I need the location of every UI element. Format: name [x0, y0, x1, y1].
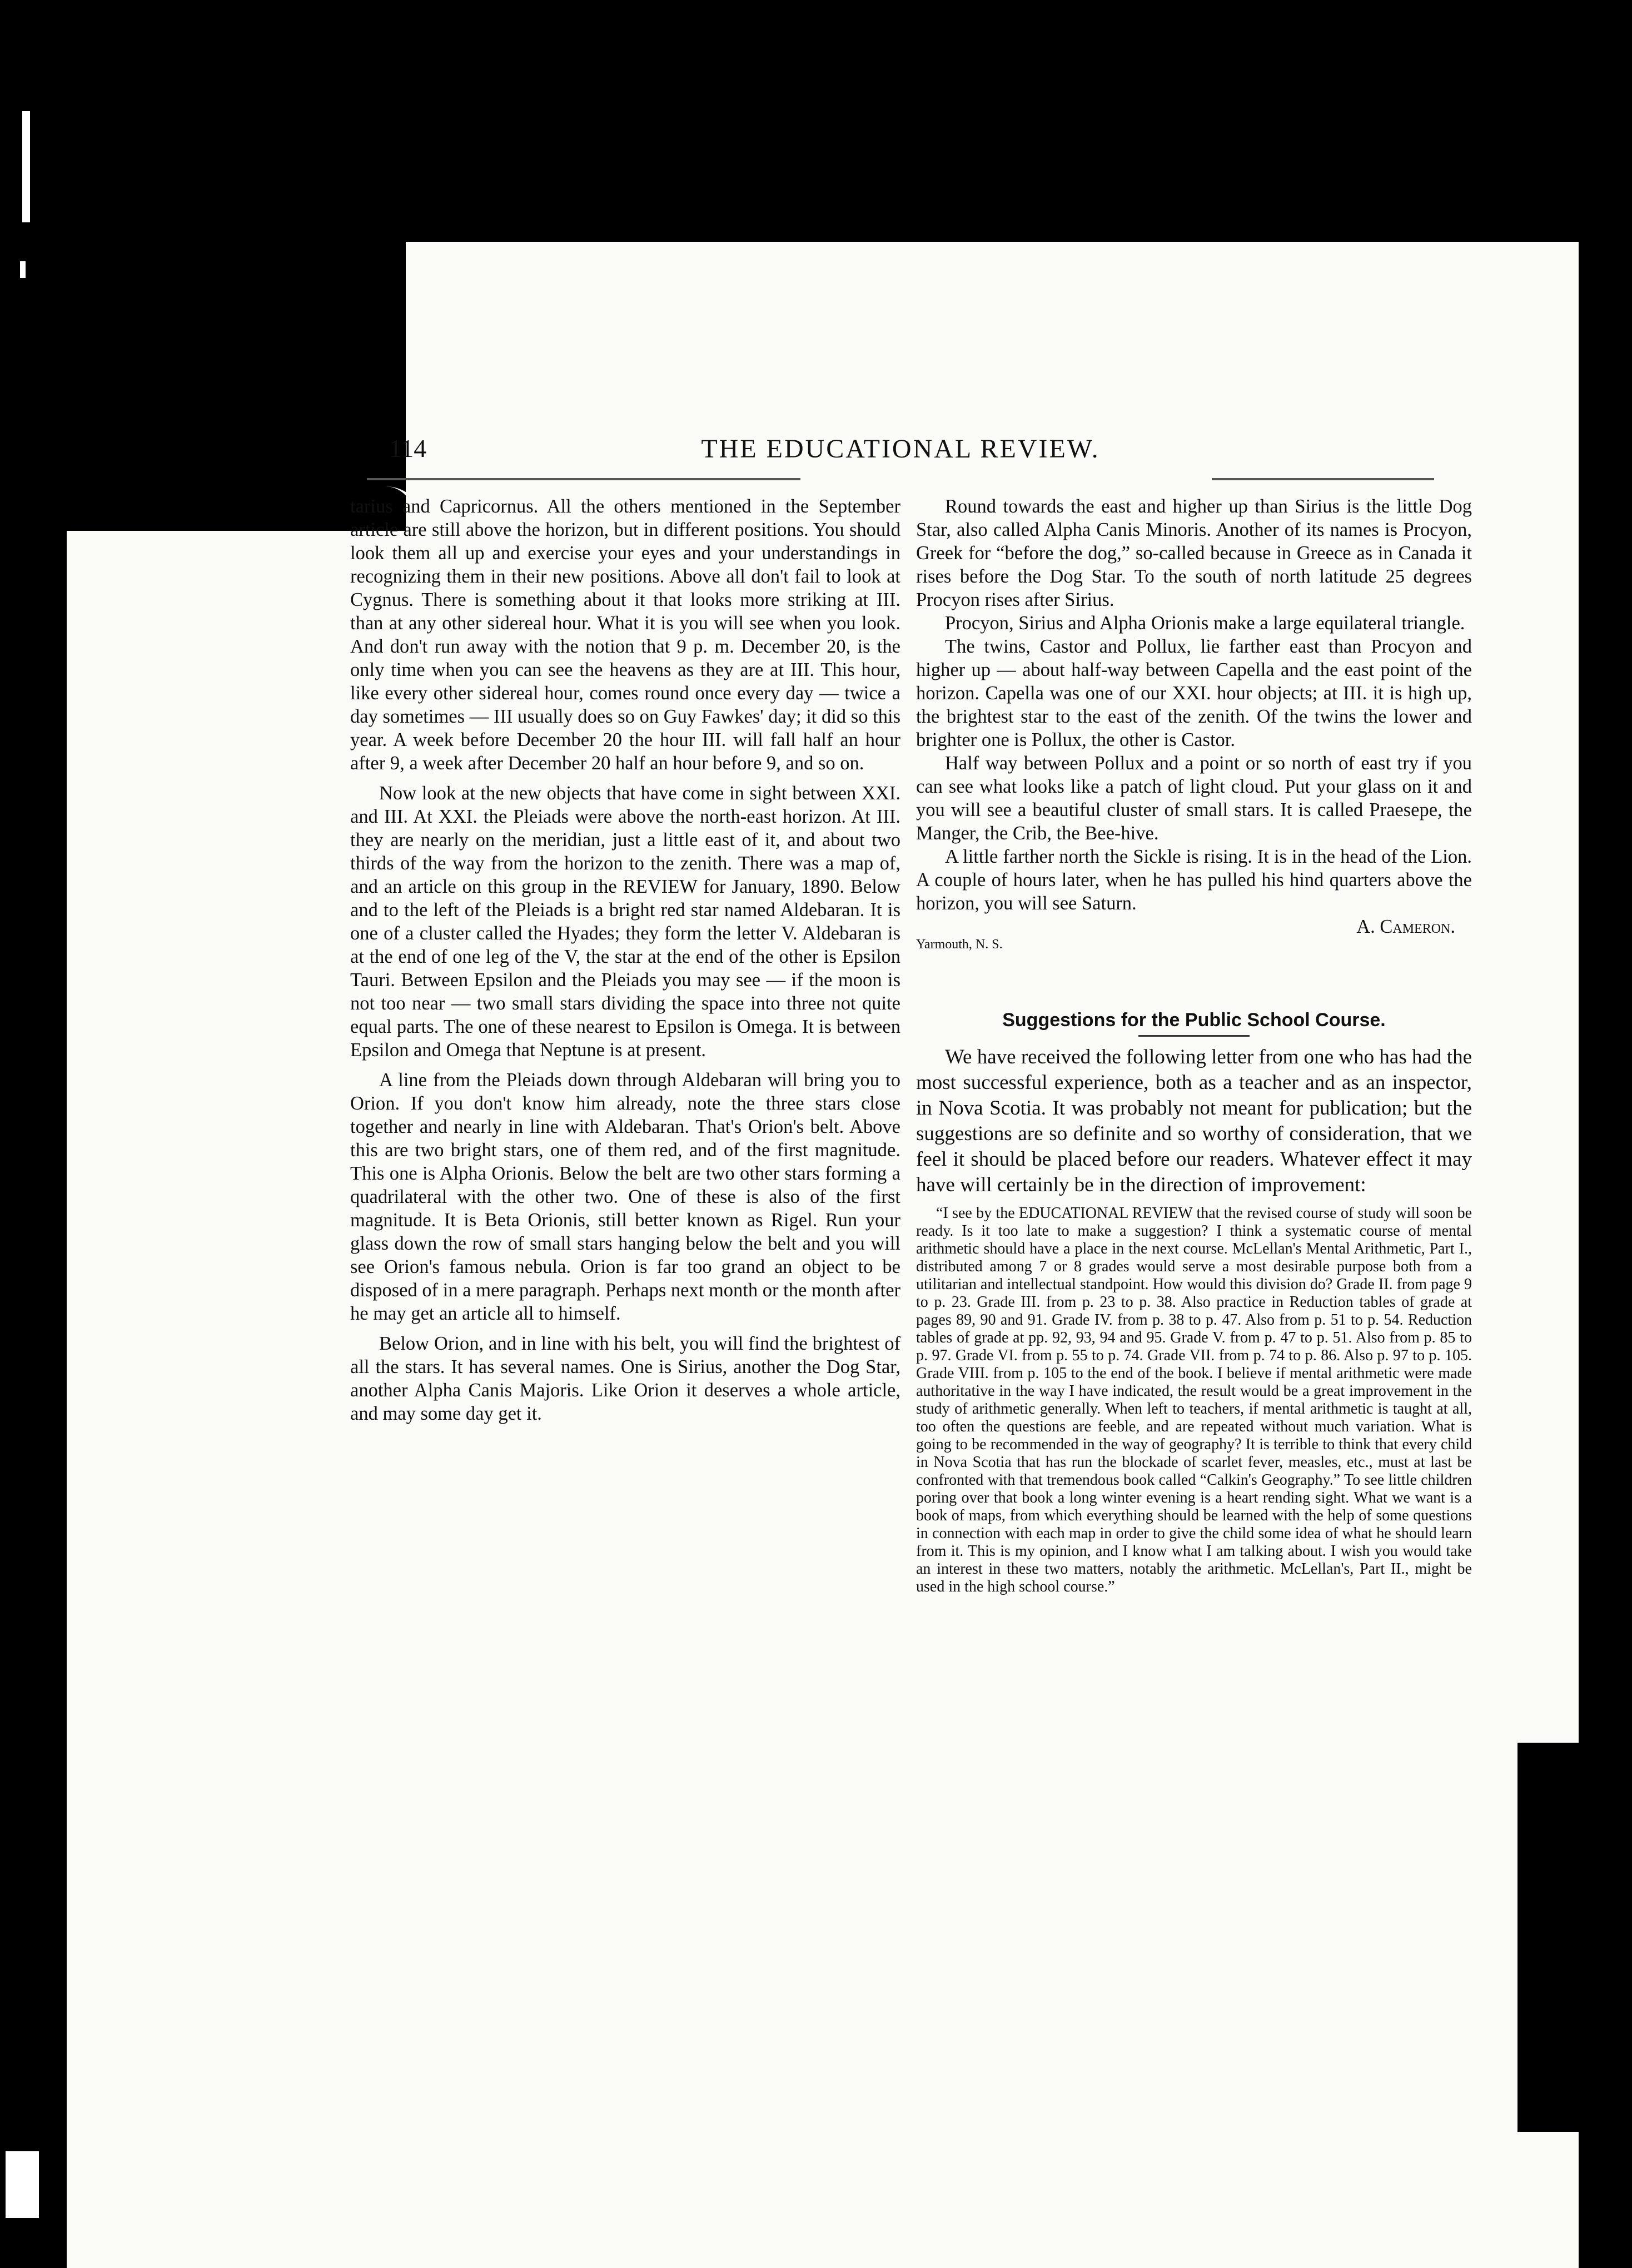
paragraph: Now look at the new objects that have come in sight between XXI. and III. At XXI. the Pleiads were above the north-east horizon. At III. they are nearly on the meridian, just a little east of it, and about two thirds of the way from the horizon to the zenith. There was a map of, and an article on this group in the REVIEW for January, 1890. Below and to the left of the Pleiads is a bright red star named Aldebaran. It is one of a cluster called the Hyades; they form the letter V. Aldebaran is at the end of one leg of the V, the star at the end of the other is Epsilon Tauri. Between Epsilon and the Pleiads you may see — if the moon is not too near — two small stars dividing the space into three not quite equal parts. The one of these nearest to Epsilon is Omega. It is between Epsilon and Omega that Neptune is at present.	[350, 783, 900, 1061]
paragraph: The twins, Castor and Pollux, lie farther east than Procyon and higher up — about half-way between Capella and the east point of the horizon. Capella was one of our XXI. hour objects; at III. it is high up, the brightest star to the east of the zenith. Of the twins the lower and brighter one is Pollux, the other is Castor.	[916, 636, 1472, 750]
scan-edge-mark	[20, 261, 26, 278]
journal-title: THE EDUCATIONAL REVIEW.	[701, 434, 1100, 464]
dateline: Yarmouth, N. S.	[916, 937, 1003, 952]
paragraph: tarius and Capricornus. All the others mentioned in the September article are still above the horizon, but in different positions. You should look them all up and exercise your eyes and your understandings in recognizing them in their new positions. Above all don't fail to look at Cygnus. There is something about it that looks more striking at III. than at any other sidereal hour. What it is you will see when you look. And don't run away with the notion that 9 p. m. December 20, is the only time when you can see the heavens as they are at III. This hour, like every other sidereal hour, comes round once every day — twice a day sometimes — III usually does so on Guy Fawkes' day; it did so this year. A week before December 20 the hour III. will fall half an hour after 9, a week after December 20 half an hour before 9, and so on.	[350, 496, 900, 774]
letter-text: “I see by the EDUCATIONAL REVIEW that the revised course of study will soon be ready. Is it too late to make a suggestion? I think a systematic course of mental arithmetic should have a place in the next course. McLellan's Mental Arithmetic, Part I., distributed among 7 or 8 grades would serve a most desirable purpose both from a utilitarian and intellectual standpoint. How would this division do? Grade II. from page 9 to p. 23. Grade III. from p. 23 to p. 38. Also practice in Reduction tables of grade at pages 89, 90 and 91. Grade IV. from p. 38 to p. 47. Also from p. 51 to p. 54. Reduction tables of grade at pp. 92, 93, 94 and 95. Grade V. from p. 47 to p. 51. Also from p. 85 to p. 97. Grade VI. from p. 55 to p. 74. Grade VII. from p. 74 to p. 86. Also p. 97 to p. 105. Grade VIII. from p. 105 to the end of the book. I believe if mental arithmetic were made authoritative in the way I have indicated, the result would be a great improvement in the study of arithmetic generally. When left to teachers, if mental arithmetic is taught at all, too often the questions are feeble, and are repeated without much variation. What is going to be recommended in the way of geography? It is terrible to think that every child in Nova Scotia that has run the blockade of scarlet fever, measles, etc., must at last be confronted with that tremendous book called “Calkin's Geography.” To see little children poring over that book a long winter evening is a heart rending sight. What we want is a book of maps, from which everything should be learned with the help of some questions in connection with each map in order to give the child some idea of what he should learn from it. This is my opinion, and I know what I am talking about. I wish you would take an interest in these two matters, notably the arithmetic. McLellan's, Part II., might be used in the high school course.”	[916, 1205, 1472, 1595]
page-header	[367, 434, 1434, 472]
paragraph: Half way between Pollux and a point or so north of east try if you can see what looks like a patch of light cloud. Put your glass on it and you will see a beautiful cluster of small stars. It is called Praesepe, the Manger, the Crib, the Bee-hive.	[916, 753, 1472, 844]
right-column	[916, 495, 1472, 1596]
header-rule	[1212, 478, 1434, 480]
section-title-rule	[1138, 1035, 1250, 1037]
letter-quote	[916, 1205, 1472, 1596]
paragraph: Round towards the east and higher up than Sirius is the little Dog Star, also called Alpha Canis Minoris. Another of its names is Procyon, Greek for “before the dog,” so-called because in Greece as in Canada it rises before the Dog Star. To the south of north latitude 25 degrees Procyon rises after Sirius.	[916, 496, 1472, 610]
author-signature: A. Cameron.	[1356, 916, 1455, 937]
header-rule	[367, 478, 800, 480]
page-number: 114	[389, 434, 427, 462]
scan-edge-shadow	[1517, 1743, 1579, 2132]
paragraph: A line from the Pleiads down through Aldebaran will bring you to Orion. If you don't know him already, note the three stars close together and nearly in line with Aldebaran. That's Orion's belt. Above this are two bright stars, one of them red, and of the first magnitude. This one is Alpha Orionis. Below the belt are two other stars forming a quadrilateral with the other two. One of these is also of the first magnitude. It is Beta Orionis, still better known as Rigel. Run your glass down the row of small stars hanging below the belt and you will see Orion's famous nebula. Orion is far too grand an object to be disposed of in a mere paragraph. Perhaps next month or the month after he may get an article all to himself.	[350, 1070, 900, 1324]
scan-edge-mark	[6, 2151, 39, 2218]
intro-paragraph: We have received the following letter from one who has had the most successful experience, both as a teacher and as an inspector, in Nova Scotia. It was probably not meant for publication; but the suggestions are so definite and so worthy of consideration, that we feel it should be placed before our readers. Whatever effect it may have will certainly be in the direction of improvement:	[916, 1046, 1472, 1196]
section-title: Suggestions for the Public School Course.	[1002, 1009, 1386, 1031]
scan-edge-mark	[22, 111, 30, 222]
left-column	[350, 495, 900, 1425]
paragraph: Procyon, Sirius and Alpha Orionis make a large equilateral triangle.	[945, 613, 1465, 634]
paragraph: Below Orion, and in line with his belt, you will find the brightest of all the stars. It has several names. One is Sirius, another the Dog Star, another Alpha Canis Majoris. Like Orion it deserves a whole article, and may some day get it.	[350, 1333, 900, 1424]
paragraph: A little farther north the Sickle is rising. It is in the head of the Lion. A couple of hours later, when he has pulled his hind quarters above the horizon, you will see Saturn.	[916, 846, 1472, 914]
